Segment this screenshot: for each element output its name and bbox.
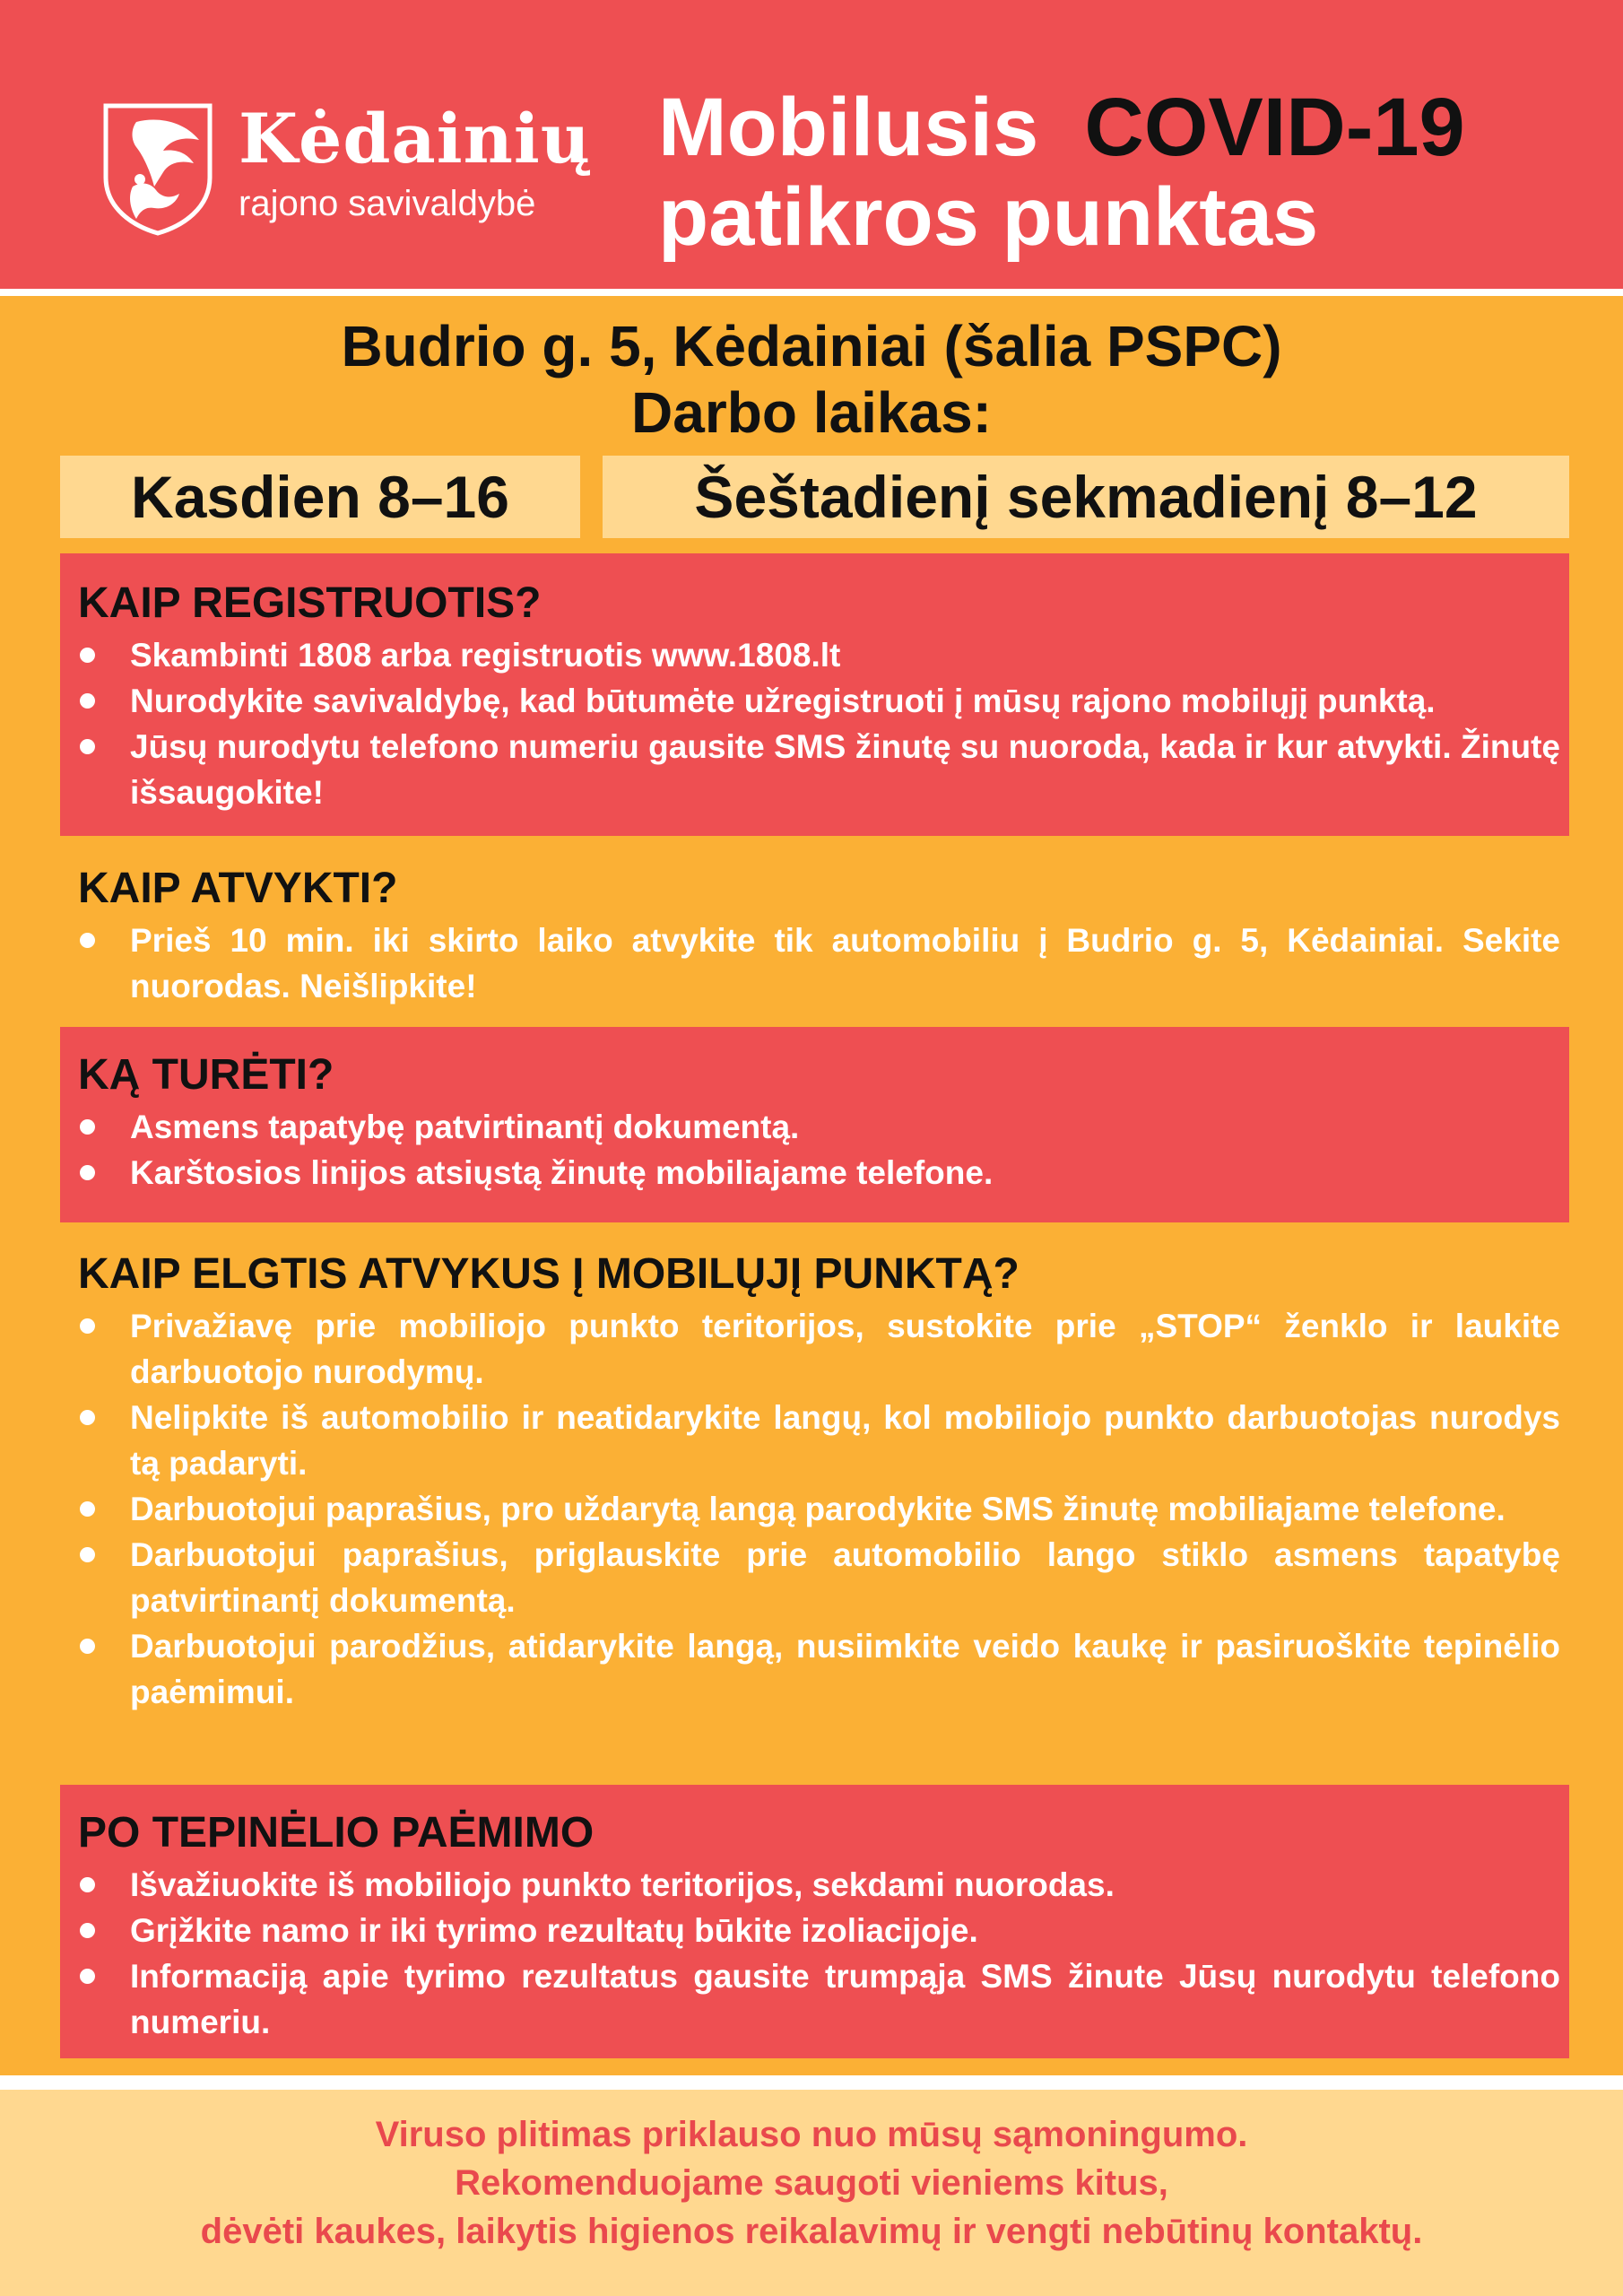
header-banner <box>0 0 1623 289</box>
weekend-hours: Šeštadienį sekmadienį 8–12 <box>603 456 1569 538</box>
logo-subtitle: rajono savivaldybė <box>239 184 536 223</box>
list-item: Karštosios linijos atsiųstą žinutę mobiliajame telefone. <box>78 1150 1569 1196</box>
section-arrival <box>60 857 1569 1018</box>
title-line1-b: COVID-19 <box>1084 82 1465 173</box>
section-title: KAIP REGISTRUOTIS? <box>78 579 542 627</box>
weekday-hours: Kasdien 8–16 <box>60 456 580 538</box>
list-item: Grįžkite namo ir iki tyrimo rezultatų būkite izoliacijoje. <box>78 1908 1569 1953</box>
list-item: Išvažiuokite iš mobiliojo punkto teritorijos, sekdami nuorodas. <box>78 1862 1569 1908</box>
logo-name: Kėdainių <box>239 99 592 178</box>
list-item: Asmens tapatybę patvirtinantį dokumentą. <box>78 1104 1569 1150</box>
address: Budrio g. 5, Kėdainiai (šalia PSPC) <box>341 314 1282 378</box>
title-line2: patikros punktas <box>658 171 1319 263</box>
footer-line-3: dėvėti kaukes, laikytis higienos reikalavimų ir vengti nebūtinų kontaktų. <box>200 2212 1423 2251</box>
hours-label: Darbo laikas: <box>631 380 992 445</box>
list-item: Nurodykite savivaldybę, kad būtumėte užregistruoti į mūsų rajono mobilųjį punktą. <box>78 678 1569 724</box>
section-title: KAIP ATVYKTI? <box>78 865 398 912</box>
list-item: Informaciją apie tyrimo rezultatus gausite trumpąja SMS žinute Jūsų nurodytu telefono numeriu. <box>78 1953 1569 2045</box>
list-item: Prieš 10 min. iki skirto laiko atvykite tik automobiliu į Budrio g. 5, Kėdainiai. Sekite nuorodas. Neišlipkite! <box>78 918 1569 1009</box>
title-line1-a: Mobilusis <box>658 82 1039 173</box>
section-title: PO TEPINĖLIO PAĖMIMO <box>78 1809 595 1857</box>
bullet-list <box>78 1862 1569 2045</box>
list-item: Nelipkite iš automobilio ir neatidarykite langų, kol mobiliojo punkto darbuotojas nurodys tą padaryti. <box>78 1395 1569 1486</box>
list-item: Darbuotojui paprašius, pro uždarytą langą parodykite SMS žinutę mobiliajame telefone. <box>78 1486 1569 1532</box>
bullet-list <box>78 632 1569 815</box>
list-item: Darbuotojui paprašius, priglauskite prie automobilio lango stiklo asmens tapatybę patvirtinantį dokumentą. <box>78 1532 1569 1623</box>
list-item: Jūsų nurodytu telefono numeriu gausite SMS žinutę su nuoroda, kada ir kur atvykti. Žinutę išsaugokite! <box>78 724 1569 815</box>
coat-of-arms-icon <box>100 100 215 237</box>
list-item: Darbuotojui parodžius, atidarykite langą, nusiimkite veido kaukę ir pasiruoškite tepinėlio paėmimui. <box>78 1623 1569 1715</box>
section-title: KĄ TURĖTI? <box>78 1051 334 1099</box>
bullet-list <box>78 1303 1569 1715</box>
footer-line-1: Viruso plitimas priklauso nuo mūsų sąmoningumo. <box>375 2115 1248 2154</box>
section-what-to-have <box>60 1027 1569 1222</box>
bullet-list <box>78 918 1569 1009</box>
footer-banner <box>0 2090 1623 2296</box>
section-after-swab <box>60 1785 1569 2058</box>
footer-line-2: Rekomenduojame saugoti vieniems kitus, <box>455 2163 1168 2203</box>
bullet-list <box>78 1104 1569 1196</box>
section-behaviour <box>60 1242 1569 1771</box>
page-title <box>658 83 1465 262</box>
list-item: Privažiavę prie mobiliojo punkto teritorijos, sustokite prie „STOP“ ženklo ir laukite darbuotojo nurodymų. <box>78 1303 1569 1395</box>
section-title: KAIP ELGTIS ATVYKUS Į MOBILŲJĮ PUNKTĄ? <box>78 1250 1020 1298</box>
section-registration <box>60 553 1569 836</box>
list-item: Skambinti 1808 arba registruotis www.1808.lt <box>78 632 1569 678</box>
